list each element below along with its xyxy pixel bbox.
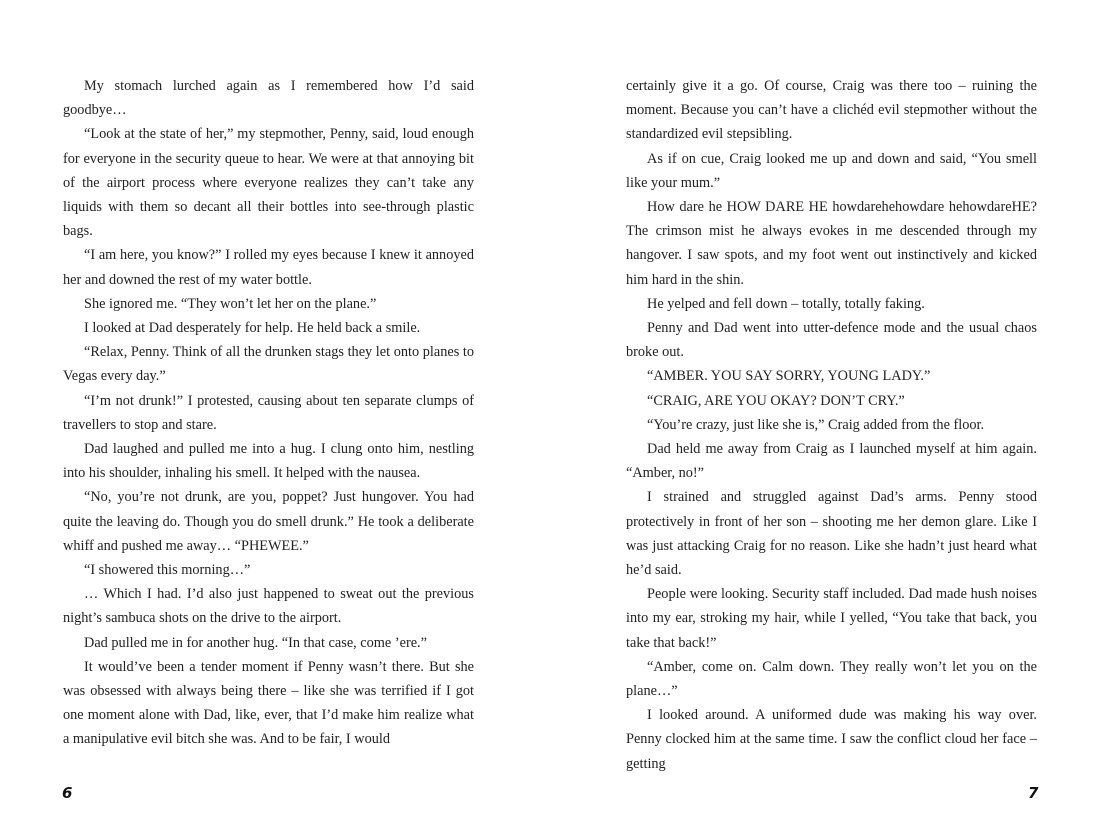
paragraph: Dad pulled me in for another hug. “In that case, come ’ere.”	[84, 634, 427, 651]
paragraph: “Relax, Penny. Think of all the drunken stags they let onto planes to Vegas every day.”	[63, 344, 474, 385]
paragraph: She ignored me. “They won’t let her on the plane.”	[84, 295, 377, 312]
paragraph: My stomach lurched again as I remembered how I’d said goodbye…	[63, 78, 474, 119]
paragraph: Dad held me away from Craig as I launched myself at him again. “Amber, no!”	[626, 441, 1037, 482]
page-number-right: 7	[1028, 784, 1039, 802]
right-page-text	[626, 74, 1037, 776]
paragraph: “Look at the state of her,” my stepmother, Penny, said, loud enough for everyone in the security queue to hear. We were at that annoying bit of the airport process where everyone realizes they can’t take any liquids with them so decant all their bottles into see-through plastic bags.	[63, 126, 474, 240]
left-page-text	[63, 74, 474, 752]
paragraph: I looked at Dad desperately for help. He held back a smile.	[84, 320, 421, 337]
paragraph: … Which I had. I’d also just happened to sweat out the previous night’s sambuca shots on the drive to the airport.	[63, 586, 474, 627]
paragraph: He yelped and fell down – totally, totally faking.	[647, 295, 925, 312]
paragraph: “AMBER. YOU SAY SORRY, YOUNG LADY.”	[647, 368, 931, 385]
paragraph-continued: certainly give it a go. Of course, Craig was there too – ruining the moment. Because you can’t have a clichéd evil stepmother without the standardized evil stepsibling.	[626, 78, 1037, 143]
paragraph: I looked around. A uniformed dude was making his way over. Penny clocked him at the same time. I saw the conflict cloud her face – getting	[626, 707, 1037, 772]
page-number-left: 6	[62, 784, 73, 802]
paragraph: As if on cue, Craig looked me up and down and said, “You smell like your mum.”	[626, 150, 1037, 191]
paragraph: People were looking. Security staff included. Dad made hush noises into my ear, stroking my hair, while I yelled, “You take that back, you take that back!”	[626, 586, 1037, 651]
paragraph: Penny and Dad went into utter-defence mode and the usual chaos broke out.	[626, 320, 1037, 361]
paragraph: “I am here, you know?” I rolled my eyes because I knew it annoyed her and downed the rest of my water bottle.	[63, 247, 474, 288]
paragraph: “CRAIG, ARE YOU OKAY? DON’T CRY.”	[647, 392, 905, 409]
paragraph: I strained and struggled against Dad’s arms. Penny stood protectively in front of her son – shooting me her demon glare. Like I was just attacking Craig for no reason. Like she hadn’t just heard what he’d said.	[626, 489, 1037, 579]
paragraph: How dare he HOW DARE HE howdarehehowdare hehowdareHE? The crimson mist he always evokes in me descended through my hangover. I saw spots, and my foot went out instinctively and kicked him hard in the shin.	[626, 199, 1037, 288]
paragraph: “Amber, come on. Calm down. They really won’t let you on the plane…”	[626, 658, 1037, 700]
paragraph: Dad laughed and pulled me into a hug. I clung onto him, nestling into his shoulder, inhaling his smell. It helped with the nausea.	[63, 441, 474, 482]
paragraph: “I’m not drunk!” I protested, causing about ten separate clumps of travellers to stop and stare.	[63, 392, 474, 433]
paragraph: It would’ve been a tender moment if Penny wasn’t there. But she was obsessed with always being there – like she was terrified if I got one moment alone with Dad, like, ever, that I’d make him realize what a manipulative evil bitch she was. And to be fair, I would	[63, 658, 474, 748]
paragraph: “No, you’re not drunk, are you, poppet? Just hungover. You had quite the leaving do. Though you do smell drunk.” He took a deliberate whiff and pushed me away… “PHEWEE.”	[63, 489, 474, 554]
paragraph: “I showered this morning…”	[84, 562, 251, 579]
paragraph: “You’re crazy, just like she is,” Craig added from the floor.	[647, 416, 985, 433]
